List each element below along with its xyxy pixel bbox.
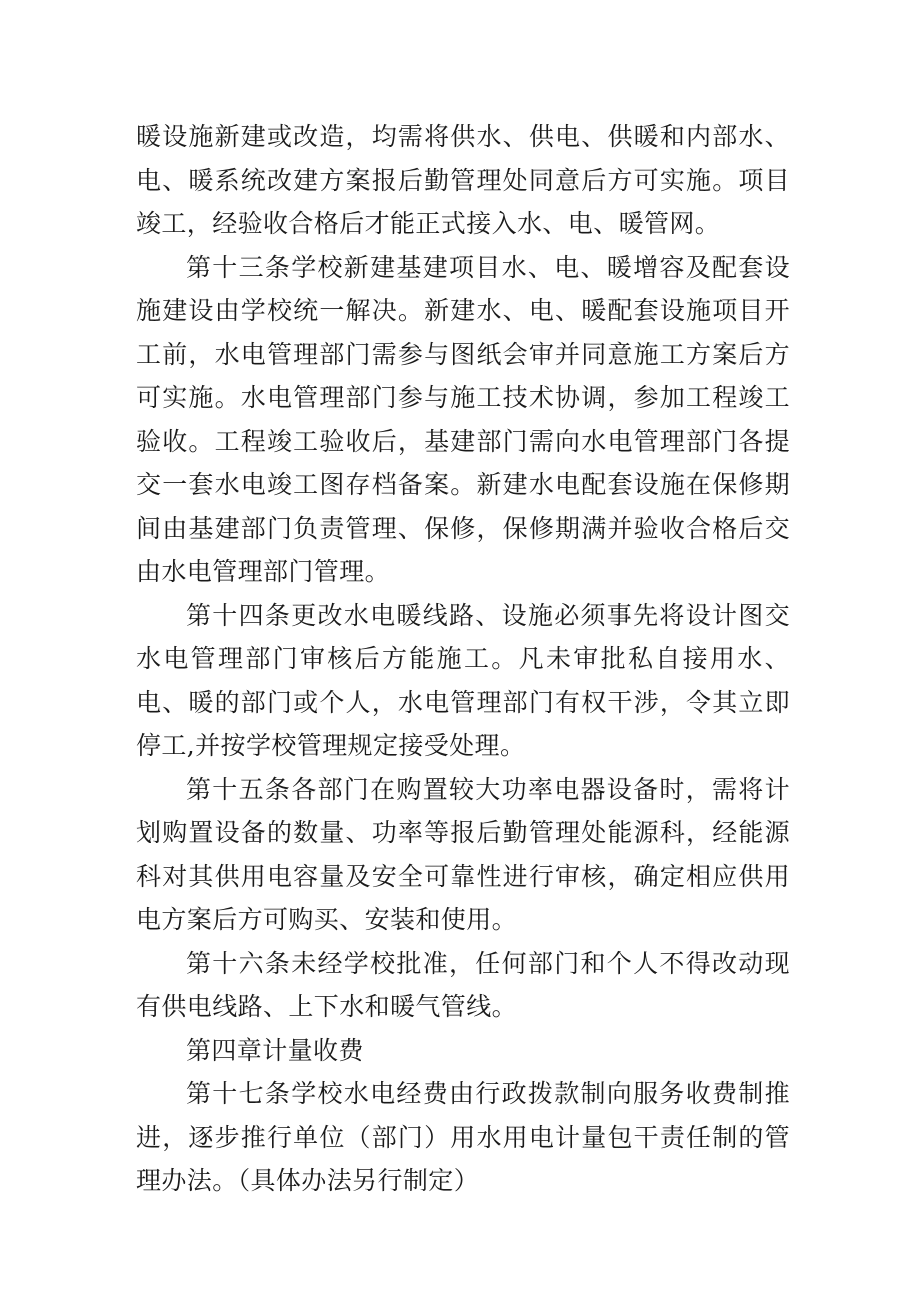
paragraph-article-14: 第十四条更改水电暖线路、设施必须事先将设计图交水电管理部门审核后方能施工。凡未审批私自接用水、电、暖的部门或个人，水电管理部门有权干涉，令其立即停工,并按学校管理规定接受处理。 (136, 600, 790, 760)
paragraph-article-16: 第十六条未经学校批准，任何部门和个人不得改动现有供电线路、上下水和暖气管线。 (136, 948, 790, 1021)
paragraph-continuation: 暖设施新建或改造，均需将供水、供电、供暖和内部水、电、暖系统改建方案报后勤管理处同意后方可实施。项目竣工，经验收合格后才能正式接入水、电、暖管网。 (136, 122, 790, 238)
paragraph-article-17: 第十七条学校水电经费由行政拨款制向服务收费制推进，逐步推行单位（部门）用水用电计量包干责任制的管理办法。（具体办法另行制定） (136, 1079, 790, 1195)
paragraph-article-15: 第十五条各部门在购置较大功率电器设备时，需将计划购置设备的数量、功率等报后勤管理处能源科，经能源科对其供用电容量及安全可靠性进行审核，确定相应供用电方案后方可购买、安装和使用。 (136, 774, 790, 934)
document-page (136, 115, 790, 1203)
chapter-heading: 第四章计量收费 (186, 1035, 364, 1065)
paragraph-article-13: 第十三条学校新建基建项目水、电、暖增容及配套设施建设由学校统一解决。新建水、电、暖配套设施项目开工前，水电管理部门需参与图纸会审并同意施工方案后方可实施。水电管理部门参与施工技术协调，参加工程竣工验收。工程竣工验收后，基建部门需向水电管理部门各提交一套水电竣工图存档备案。新建水电配套设施在保修期间由基建部门负责管理、保修，保修期满并验收合格后交由水电管理部门管理。 (136, 252, 790, 586)
